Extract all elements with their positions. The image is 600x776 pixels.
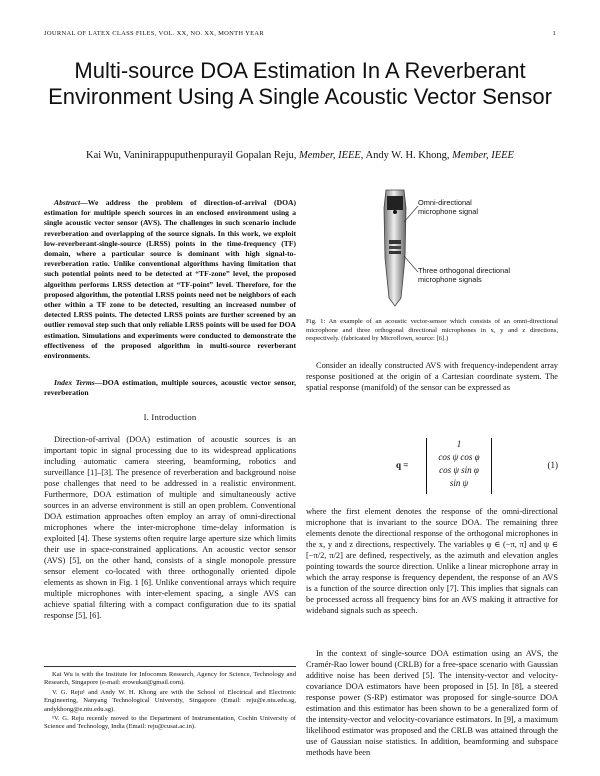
equation-lhs: q =	[396, 460, 409, 470]
author-1: Kai Wu,	[86, 150, 122, 161]
equation-number: (1)	[547, 460, 558, 470]
footnote-3: ¹V. G. Reju recently moved to the Department of Instrumentation, Cochin University of Science and Technology, India (Email: reju@cusat.ac.in).	[44, 715, 296, 731]
journal-header: JOURNAL OF LATEX CLASS FILES, VOL. XX, NO. XX, MONTH YEAR	[44, 30, 264, 37]
right-paragraph-3: In the context of single-source DOA estimation using an AVS, the Cramér-Rao lower bound (CRLB) for a free-space scenario with Gaussian additive noise has been derived [5]. The intensity-vector and velocity-covariance DOA estimators have been proposed in [5]. In [8], a steered response power (S-RP) estimator was proposed for single-source DOA estimation and this estimator has been shown to be a generalized form of the intensity-vector and velocity-covariance estimators. In [9], a maximum likelihood estimator was proposed and the CRLB was attained through the use of Gaussian noise statistics. In addition, beamforming and subspace methods have been	[306, 649, 558, 757]
footnote-2: V. G. Reju¹ and Andy W. H. Khong are with the School of Electrical and Electronic Engineering, Nanyang Technological University, Singapore (Email: reju@e.ntu.edu.sg, andykhong@e.ntu.edu.sg).	[44, 688, 296, 713]
author-2-role: Member, IEEE,	[299, 150, 364, 161]
equation-1	[306, 436, 558, 498]
equation-row: cos ψ cos φ	[438, 452, 480, 462]
equation-row: sin ψ	[449, 478, 469, 488]
footnotes	[44, 666, 296, 733]
author-3-role: Member, IEEE	[452, 150, 514, 161]
figure-label-directional: Three orthogonal directional microphone signals	[418, 266, 511, 284]
author-line	[40, 150, 560, 161]
figure-label-omni: Omni-directional microphone signal	[418, 198, 478, 216]
index-terms-text: DOA estimation, multiple sources, acoustic vector sensor, reverberation	[44, 378, 296, 398]
intro-paragraph: Direction-of-arrival (DOA) estimation of acoustic sources is an important topic in signal processing due to its widespread applications including automatic camera steering, beamforming, robotics and surveillance [1]–[3]. The presence of reverberation and background noise pose challenges that need to be addressed in a realistic environment. Furthermore, DOA estimation of multiple and simultaneously active sources in an adverse environment is still an open problem. Conventional DOA estimation approaches often employ an array of omni-directional microphones where the inter-microphone time-delay information is exploited [4]. These systems often require large aperture size which limits their use in space-constrained applications. An acoustic vector sensor (AVS) [5], on the other hand, consists of a single monopole pressure sensor element co-located with three orthogonally oriented dipole elements as shown in Fig. 1 [6]. Unlike conventional arrays which require multiple microphones with inter-element spacing, a single AVS can achieve spatial filtering with a compact configuration due to its spatial response [5], [6].	[44, 435, 296, 620]
figure-caption: Fig. 1: An example of an acoustic vector-sensor which consists of an omni-directional microphone and three orthogonal directional microphones in x, y and z directions, respectively. (fabricated by Microflown, source: [6].)	[306, 318, 558, 343]
running-header	[44, 30, 556, 37]
abstract-text: We address the problem of direction-of-arrival (DOA) estimation for multiple speech sources in an enclosed environment using a single acoustic vector sensor (AVS). The challenges in such scenario include reverberation and overlapping of the source signals. In this work, we exploit low-reverberant-single-source (LRSS) points in the time-frequency (TF) domain, where a particular source is dominant with high signal-to-reverberation ratio. Unlike conventional algorithms having limitation that such potential points need to be detected at “TF-zone” level, the proposed algorithm performs LRSS detection at “TF-point” level. Therefore, for the proposed algorithm, the potential LRSS points need not be neighbors of each other within a TF zone to be detected, resulting an increased number of detected LRSS points. The detected LRSS points are further screened by an outlier removal step such that only reliable LRSS points will be used for DOA estimation. Simulations and experiments were conducted to demonstrate the effectiveness of the proposed algorithm in multi-source reverberant environments.	[44, 198, 296, 361]
right-paragraph-2: where the first element denotes the response of the omni-directional microphone that is invariant to the source DOA. The remaining three elements denote the directional response of the orthogonal microphones in the x, y and z directions, respectively. The variables φ ∈ (−π, π] and ψ ∈ [−π/2, π/2] are defined, respectively, as the azimuth and elevation angles pointing towards the source direction. Unlike a linear microphone array in which the array response is frequency dependent, the response of an AVS is a function of the source direction only [7]. This implies that signals can be processed across all frequency bins for an AVS making it attractive for wideband signals such as speech.	[306, 507, 558, 615]
page-number: 1	[552, 30, 556, 37]
equation-row: cos ψ sin φ	[439, 465, 479, 475]
paper-title: Multi-source DOA Estimation In A Reverberant Environment Using A Single Acoustic Vector Sensor	[48, 58, 552, 109]
equation-row: 1	[456, 439, 462, 449]
abstract-label: Abstract	[54, 198, 81, 207]
footnote-1: Kai Wu is with the Institute for Infocomm Research, Agency for Science, Technology and Research, Singapore (e-mail: erowukai@gmail.com).	[44, 671, 296, 687]
abstract: Abstract—We address the problem of direction-of-arrival (DOA) estimation for multiple speech sources in an enclosed environment using a single acoustic vector sensor (AVS). The challenges in such scenario include reverberation and overlapping of the source signals. In this work, we exploit low-reverberant-single-source (LRSS) points in the time-frequency (TF) domain, where a particular source is dominant with high signal-to-reverberation ratio. Unlike conventional algorithms having limitation that such potential points need to be detected at “TF-zone” level, the proposed algorithm performs LRSS detection at “TF-point” level. Therefore, for the proposed algorithm, the potential LRSS points need not be neighbors of each other within a TF zone to be detected, resulting an increased number of detected LRSS points. The detected LRSS points are further screened by an outlier removal step such that only reliable LRSS points will be used for DOA estimation. Simulations and experiments were conducted to demonstrate the effectiveness of the proposed algorithm in multi-source reverberant environments.	[44, 198, 296, 361]
equation-matrix	[426, 438, 492, 494]
section-heading: I. Introduction	[143, 412, 197, 422]
index-terms: Index Terms—DOA estimation, multiple sources, acoustic vector sensor, reverberation	[44, 378, 296, 398]
right-paragraph-1: Consider an ideally constructed AVS with frequency-independent array response positioned at the origin of a Cartesian coordinate system. The spatial response (manifold) of the sensor can be expressed as	[306, 361, 558, 392]
author-3: Andy W. H. Khong,	[365, 150, 450, 161]
author-2: Vaninirappuputhenpurayil Gopalan Reju,	[123, 150, 297, 161]
index-terms-label: Index Terms	[54, 378, 95, 387]
